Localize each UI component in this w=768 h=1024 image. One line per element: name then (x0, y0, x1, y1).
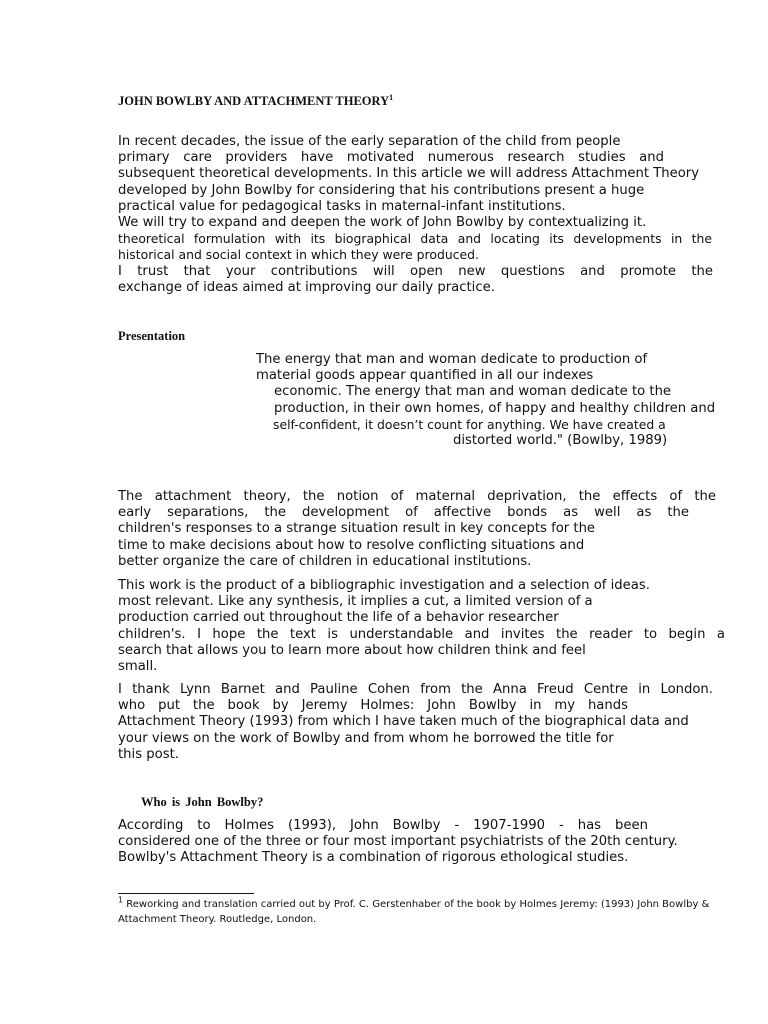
intro-line: In recent decades, the issue of the early separation of the child from people (118, 134, 621, 149)
paragraph-line: I thank Lynn Barnet and Pauline Cohen from the Anna Freud Centre in London. (118, 682, 713, 697)
footnote (118, 897, 732, 927)
paragraph-line: this post. (118, 746, 179, 762)
paragraph-line: Attachment Theory (1993) from which I have taken much of the biographical data and (118, 714, 689, 730)
paragraph-line: most relevant. Like any synthesis, it implies a cut, a limited version of a (118, 594, 593, 610)
section-heading-presentation: Presentation (118, 329, 186, 343)
footnote-marker: 1 (118, 895, 124, 905)
paragraph-line: your views on the work of Bowlby and from whom he borrowed the title for (118, 730, 614, 746)
quote-line: The energy that man and woman dedicate to production of (256, 352, 648, 367)
intro-line: We will try to expand and deepen the work of John Bowlby by contextualizing it. (118, 215, 647, 231)
paragraph-line: According to Holmes (1993), John Bowlby - 1907-1990 - has been (118, 818, 648, 833)
paragraph-bibliographic-work (118, 578, 728, 675)
block-quote (256, 352, 738, 449)
quote-line: self-confident, it doesn’t count for anything. We have created a (273, 416, 666, 432)
intro-line: practical value for pedagogical tasks in maternal-infant institutions. (118, 198, 566, 214)
footnote-separator (118, 893, 254, 894)
paragraph-line: Bowlby's Attachment Theory is a combination of rigorous ethological studies. (118, 850, 629, 866)
quote-line: distorted world." (Bowlby, 1989) (453, 433, 668, 449)
intro-line: theoretical formulation with its biographical data and locating its developments in the (118, 231, 712, 247)
document-title (118, 94, 393, 109)
intro-line: developed by John Bowlby for considering that his contributions present a huge (118, 182, 645, 198)
paragraph-line: considered one of the three or four most important psychiatrists of the 20th century. (118, 834, 678, 850)
paragraph-attachment-concepts (118, 489, 718, 570)
intro-line: I trust that your contributions will open new questions and promote the (118, 263, 713, 279)
paragraph-line: children's. I hope the text is understandable and invites the reader to begin a (118, 626, 725, 642)
quote-line: economic. The energy that man and woman dedicate to the (274, 384, 672, 400)
paragraph-line: time to make decisions about how to resolve conflicting situations and (118, 537, 585, 553)
paragraph-line: production carried out throughout the life of a behavior researcher (118, 610, 559, 626)
paragraph-acknowledgements (118, 682, 732, 763)
footnote-line: Attachment Theory. Routledge, London. (118, 914, 317, 925)
footnote-text: Reworking and translation carried out by Prof. C. Gerstenhaber of the book by Holmes Jeremy: (1993) John Bowlby & (126, 899, 710, 910)
paragraph-line: small. (118, 659, 158, 675)
paragraph-holmes (118, 818, 718, 867)
section-heading-who-is-bowlby: Who is John Bowlby? (141, 795, 264, 809)
intro-line: historical and social context in which they were produced. (118, 247, 479, 263)
intro-line: primary care providers have motivated numerous research studies and (118, 150, 664, 166)
paragraph-line: who put the book by Jeremy Holmes: John Bowlby in my hands (118, 698, 628, 714)
intro-line: exchange of ideas aimed at improving our daily practice. (118, 279, 495, 295)
document-title-text: JOHN BOWLBY AND ATTACHMENT THEORY (118, 94, 390, 108)
footnote-line (118, 897, 732, 912)
intro-paragraph (118, 134, 736, 296)
quote-line: material goods appear quantified in all our indexes (256, 368, 594, 384)
paragraph-line: early separations, the development of affective bonds as well as the (118, 505, 689, 521)
paragraph-line: better organize the care of children in educational institutions. (118, 553, 532, 569)
paragraph-line: search that allows you to learn more about how children think and feel (118, 642, 586, 658)
paragraph-line: children's responses to a strange situation result in key concepts for the (118, 521, 596, 537)
quote-line: production, in their own homes, of happy and healthy children and (274, 400, 716, 416)
title-footnote-marker: 1 (389, 92, 394, 102)
paragraph-line: This work is the product of a bibliographic investigation and a selection of ideas. (118, 578, 650, 593)
paragraph-line: The attachment theory, the notion of maternal deprivation, the effects of the (118, 489, 716, 504)
intro-line: subsequent theoretical developments. In this article we will address Attachment Theory (118, 166, 700, 182)
